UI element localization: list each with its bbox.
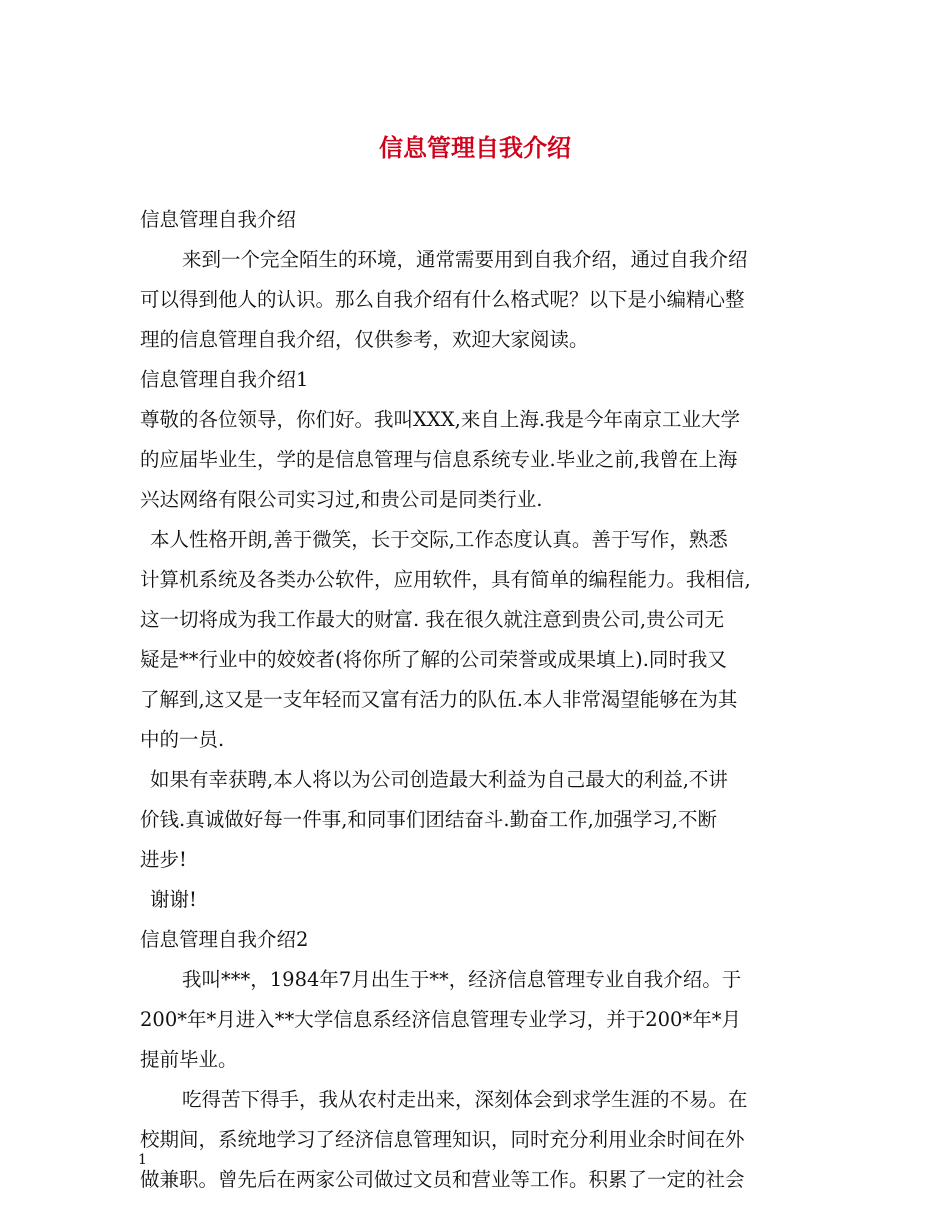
body-line: 信息管理自我介绍2 — [140, 928, 309, 951]
body-line: 信息管理自我介绍 — [140, 208, 297, 231]
body-line: 来到一个完全陌生的环境，通常需要用到自我介绍，通过自我介绍 — [182, 248, 748, 271]
body-line: 谢谢! — [150, 888, 197, 911]
body-line: 提前毕业。 — [140, 1048, 238, 1071]
body-line: 疑是**行业中的姣姣者(将你所了解的公司荣誉或成果填上).同时我又 — [140, 648, 727, 671]
body-line: 理的信息管理自我介绍，仅供参考，欢迎大家阅读。 — [140, 328, 589, 351]
body-line: 这一切将成为我工作最大的财富. 我在很久就注意到贵公司,贵公司无 — [140, 608, 725, 631]
body-line: 兴达网络有限公司实习过,和贵公司是同类行业. — [140, 488, 543, 511]
body-line: 价钱.真诚做好每一件事,和同事们团结奋斗.勤奋工作,加强学习,不断 — [140, 808, 717, 831]
document-body — [140, 200, 820, 1200]
body-line: 的应届毕业生，学的是信息管理与信息系统专业.毕业之前,我曾在上海 — [140, 448, 738, 471]
body-line: 可以得到他人的认识。那么自我介绍有什么格式呢？以下是小编精心整 — [140, 288, 745, 311]
body-line: 了解到,这又是一支年轻而又富有活力的队伍.本人非常渴望能够在为其 — [140, 688, 738, 711]
body-line: 吃得苦下得手，我从农村走出来，深刻体会到求学生涯的不易。在 — [182, 1088, 748, 1111]
body-line: 200*年*月进入**大学信息系经济信息管理专业学习，并于200*年*月 — [140, 1008, 741, 1031]
body-line: 校期间，系统地学习了经济信息管理知识，同时充分利用业余时间在外 — [140, 1128, 745, 1151]
body-line: 我叫***，1984年7月出生于**，经济信息管理专业自我介绍。于 — [182, 968, 742, 991]
page-number: 1 — [138, 1152, 147, 1168]
document-title: 信息管理自我介绍 — [379, 134, 571, 162]
body-line: 做兼职。曾先后在两家公司做过文员和营业等工作。积累了一定的社会 — [140, 1168, 745, 1191]
body-line: 信息管理自我介绍1 — [140, 368, 309, 391]
body-line: 尊敬的各位领导，你们好。我叫XXX,来自上海.我是今年南京工业大学 — [140, 408, 741, 431]
body-line: 如果有幸获聘,本人将以为公司创造最大利益为自己最大的利益,不讲 — [150, 768, 728, 791]
body-line: 本人性格开朗,善于微笑，长于交际,工作态度认真。善于写作，熟悉 — [150, 528, 728, 551]
body-line: 进步! — [140, 848, 187, 871]
body-line: 计算机系统及各类办公软件，应用软件，具有简单的编程能力。我相信, — [140, 568, 751, 591]
body-line: 中的一员. — [140, 728, 225, 751]
